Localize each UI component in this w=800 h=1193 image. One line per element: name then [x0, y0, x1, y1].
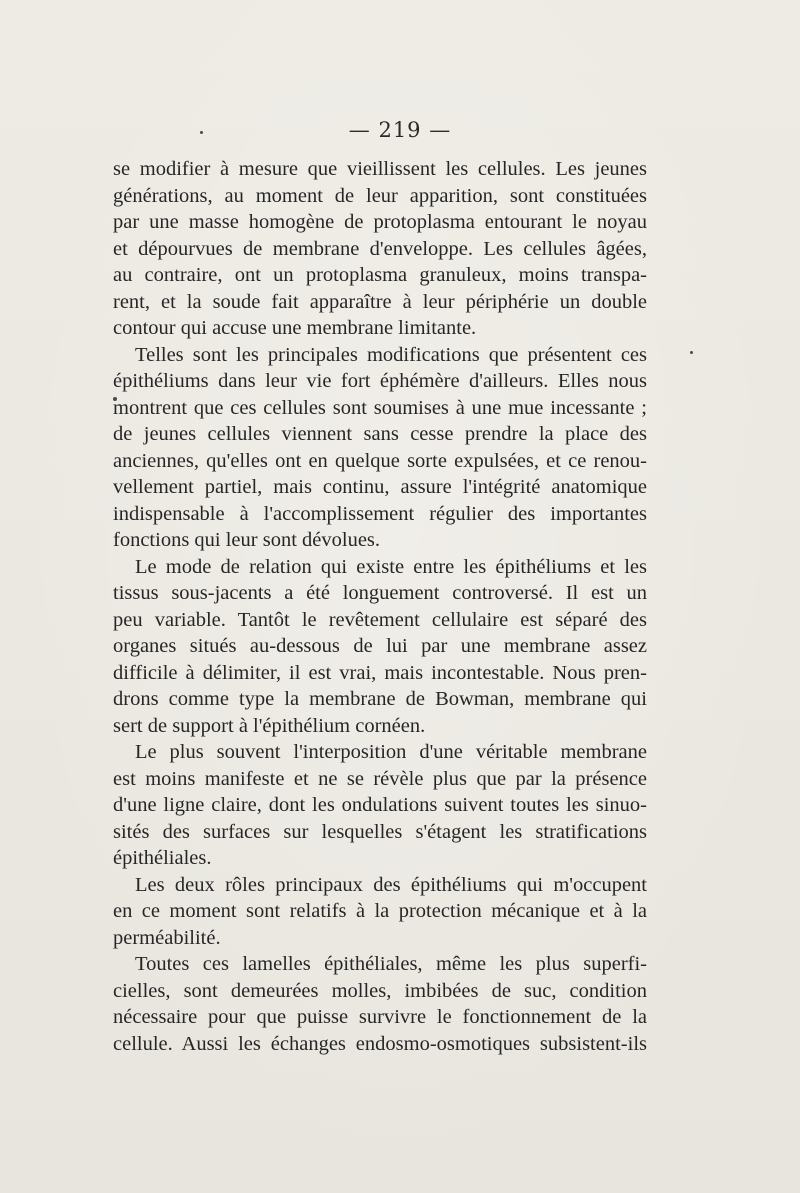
text-line: Le plus souvent l'interposition d'une véritable membrane: [135, 741, 647, 763]
text-line: se modifier à mesure que vieillissent les cellules. Les jeunes: [113, 158, 647, 180]
text-line: rent, et la soude fait apparaître à leur périphérie un double: [113, 290, 647, 313]
text-line: d'une ligne claire, dont les ondulations suivent toutes les sinuo-: [113, 794, 647, 816]
text-line: indispensable à l'accomplissement régulier des importantes: [113, 502, 647, 525]
text-line: sités des surfaces sur lesquelles s'étagent les stratifications: [113, 820, 647, 843]
text-line: au contraire, ont un protoplasma granuleux, moins transpa-: [113, 264, 647, 286]
text-line: peu variable. Tantôt le revêtement cellulaire est séparé des: [113, 608, 647, 631]
text-line: montrent que ces cellules sont soumises à une mue incessante ;: [113, 396, 647, 419]
text-line: épithéliums dans leur vie fort éphémère d'ailleurs. Elles nous: [113, 370, 647, 392]
text-line: perméabilité.: [113, 926, 221, 949]
text-line: drons comme type la membrane de Bowman, membrane qui: [113, 688, 647, 710]
text-line: en ce moment sont relatifs à la protection mécanique et à la: [113, 900, 647, 922]
text-line: cellule. Aussi les échanges endosmo-osmotiques subsistent-ils: [113, 1032, 647, 1055]
text-line: sert de support à l'épithélium cornéen.: [113, 714, 426, 737]
text-line: contour qui accuse une membrane limitante.: [113, 317, 477, 339]
text-line: de jeunes cellules viennent sans cesse prendre la place des: [113, 423, 647, 445]
page-number: — 219 —: [348, 118, 452, 142]
text-line: Toutes ces lamelles épithéliales, même les plus superfi-: [135, 953, 647, 975]
text-line: anciennes, qu'elles ont en quelque sorte expulsées, et ce renou-: [113, 449, 647, 472]
text-line: tissus sous-jacents a été longuement controversé. Il est un: [113, 582, 647, 604]
body-text: [113, 156, 647, 1057]
text-line: est moins manifeste et ne se révèle plus que par la présence: [113, 767, 647, 790]
text-line: Le mode de relation qui existe entre les épithéliums et les: [135, 555, 647, 578]
text-line: Les deux rôles principaux des épithéliums qui m'occupent: [135, 873, 647, 896]
ink-speck: [690, 351, 693, 354]
text-line: épithéliales.: [113, 847, 212, 869]
text-line: organes situés au-dessous de lui par une membrane assez: [113, 635, 647, 657]
text-line: Telles sont les principales modifications que présentent ces: [135, 343, 647, 366]
text-line: générations, au moment de leur apparition, sont constituées: [113, 184, 647, 207]
text-line: vellement partiel, mais continu, assure l'intégrité anatomique: [113, 476, 647, 498]
text-line: fonctions qui leur sont dévolues.: [113, 529, 381, 551]
text-line: cielles, sont demeurées molles, imbibées de suc, condition: [113, 979, 647, 1002]
text-line: difficile à délimiter, il est vrai, mais incontestable. Nous pren-: [113, 661, 647, 684]
text-line: par une masse homogène de protoplasma entourant le noyau: [113, 211, 647, 233]
text-line: et dépourvues de membrane d'enveloppe. Les cellules âgées,: [113, 237, 647, 260]
text-line: nécessaire pour que puisse survivre le fonctionnement de la: [113, 1006, 647, 1028]
